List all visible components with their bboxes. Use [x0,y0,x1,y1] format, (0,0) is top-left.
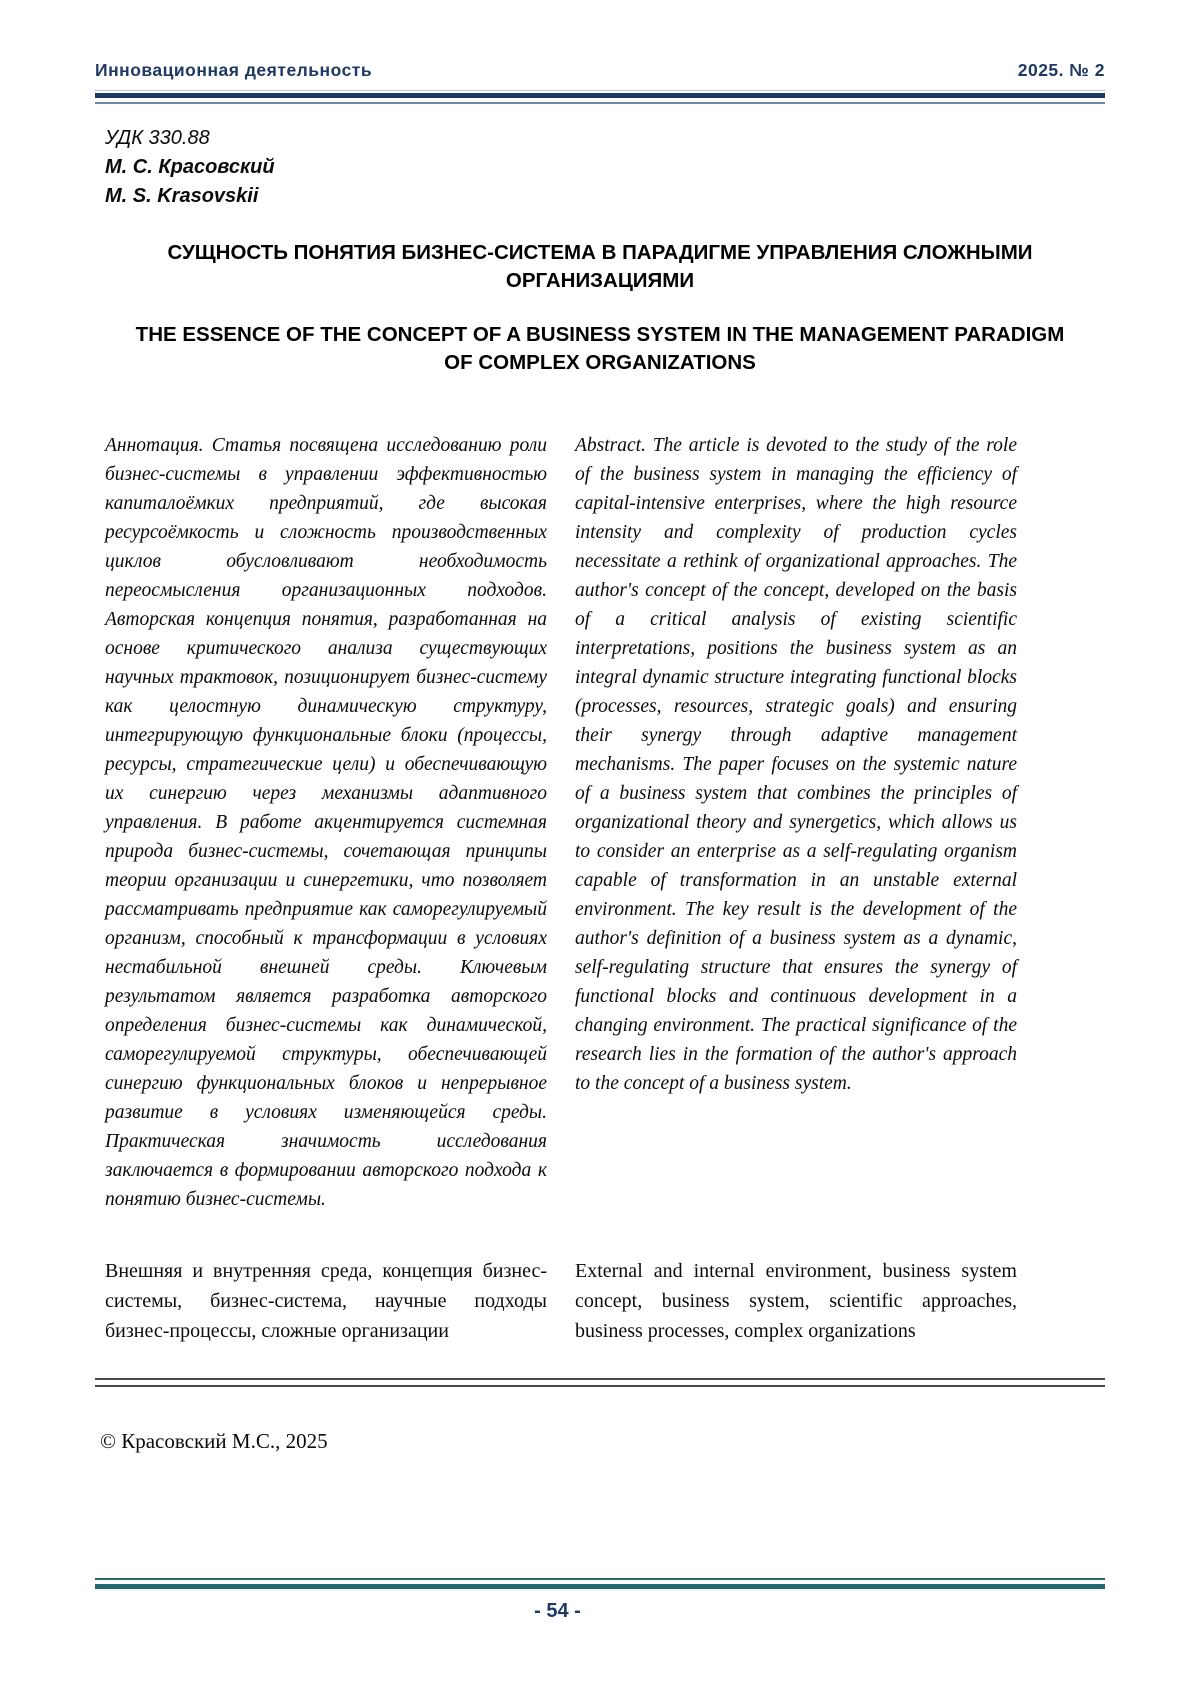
udc-code: УДК 330.88 [105,127,210,149]
keywords-ru: Внешняя и внутренняя среда, концепция бизнес-системы, бизнес-система, научные подходы бизнес-процессы, сложные организации [105,1260,547,1342]
copyright-notice: © Красовский М.С., 2025 [100,1429,328,1453]
abstract-ru: Аннотация. Статья посвящена исследованию роли бизнес-системы в управлении эффективностью капиталоёмких предприятий, где высокая ресурсоёмкость и сложность производственных циклов обусловливают необходимость переосмысления организационных подходов. Авторская концепция понятия, разработанная на основе критического анализа существующих научных трактовок, позиционирует бизнес-систему как целостную динамическую структуру, интегрирующую функциональные блоки (процессы, ресурсы, стратегические цели) и обеспечивающую их синергию через механизмы адаптивного управления. В работе акцентируется системная природа бизнес-системы, сочетающая принципы теории организации и синергетики, что позволяет рассматривать предприятие как саморегулируемый организм, способный к трансформации в условиях нестабильной внешней среды. Ключевым результатом является разработка авторского определения бизнес-системы как динамической, саморегулируемой структуры, обеспечивающей синергию функциональных блоков и непрерывное развитие в условиях изменяющейся среды. Практическая значимость исследования заключается в формировании авторского подхода к понятию бизнес-системы. [105,435,547,1210]
header-rule [95,90,1105,104]
author-name-en: M. S. Krasovskii [105,185,259,207]
running-head [95,0,1105,81]
abstract-columns [105,431,1017,1346]
page-content [95,0,1105,1454]
abstract-en: Abstract. The article is devoted to the study of the role of the business system in managing the efficiency of capital-intensive enterprises, where the high resource intensity and complexity of production cycles necessitate a rethink of organizational approaches. The author's concept of the concept, developed on the basis of a critical analysis of existing scientific interpretations, positions the business system as an integral dynamic structure integrating functional blocks (processes, resources, strategic goals) and ensuring their synergy through adaptive management mechanisms. The paper focuses on the systemic nature of a business system that combines the principles of organizational theory and synergetics, which allows us to consider an enterprise as a self-regulating organism capable of transformation in an unstable external environment. The key result is the development of the author's definition of a business system as a dynamic, self-regulating structure that ensures the synergy of functional blocks and continuous development in a changing environment. The practical significance of the research lies in the formation of the author's approach to the concept of a business system. [575,435,1017,1094]
article-title-ru: СУЩНОСТЬ ПОНЯТИЯ БИЗНЕС-СИСТЕМА В ПАРАДИГМЕ УПРАВЛЕНИЯ СЛОЖНЫМИ ОРГАНИЗАЦИЯМИ [167,241,1033,292]
separator-rule [95,1378,1105,1387]
issue-number: 2025. № 2 [1017,60,1105,80]
footer-rule [95,1578,1105,1589]
keywords-en: External and internal environment, business system concept, business system, scientific approaches, business processes, complex organizations [575,1260,1017,1342]
article-title-en: THE ESSENCE OF THE CONCEPT OF A BUSINESS SYSTEM IN THE MANAGEMENT PARADIGM OF COMPLEX ORGANIZATIONS [135,323,1065,374]
author-name-ru: М. С. Красовский [105,156,275,178]
article-meta [105,124,1105,211]
journal-name: Инновационная деятельность [95,60,373,80]
page-number: - 54 - [534,1600,581,1622]
